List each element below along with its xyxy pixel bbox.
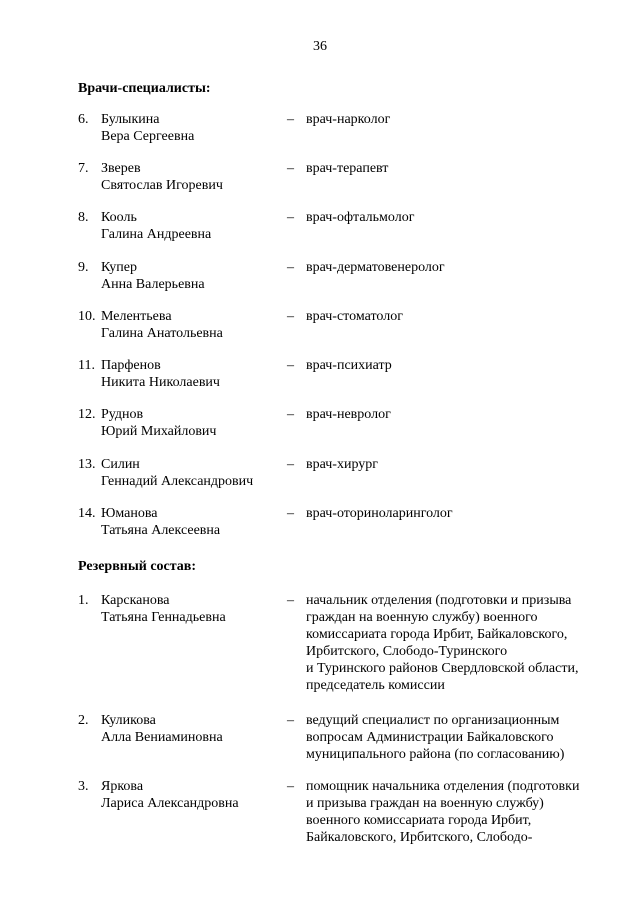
given-names: Геннадий Александрович [101,474,254,489]
position-line: врач-нарколог [306,112,391,127]
item-number: 2. [78,713,89,728]
surname: Зверев [101,161,141,176]
position-description [306,778,606,846]
person-name [101,111,194,145]
given-names: Юрий Михайлович [101,424,217,439]
position-line: начальник отделения (подготовки и призыва [306,593,572,608]
position-description [306,357,606,374]
person-name [101,778,239,812]
item-number: 9. [78,260,89,275]
position-description [306,160,606,177]
given-names: Алла Вениаминовна [101,730,223,745]
position-line: врач-хирург [306,457,379,472]
person-name [101,456,253,490]
item-number: 8. [78,210,89,225]
item-number: 3. [78,779,89,794]
surname: Кооль [101,210,137,225]
position-line: Ирбитского, Слободо-Туринского [306,644,508,659]
person-name [101,357,220,391]
position-line: врач-психиатр [306,358,392,373]
surname: Юманова [101,506,158,521]
position-line: комиссариата города Ирбит, Байкаловского, [306,627,568,642]
dash-separator: – [287,358,294,373]
position-line: врач-стоматолог [306,309,403,324]
position-line: военного комиссариата города Ирбит, [306,813,532,828]
section-heading: Резервный состав: [78,559,197,574]
surname: Парфенов [101,358,161,373]
position-description [306,111,606,128]
position-line: и призыва граждан на военную службу) [306,796,544,811]
dash-separator: – [287,210,294,225]
position-line: помощник начальника отделения (подготовки [306,779,580,794]
person-name [101,406,216,440]
person-name [101,209,211,243]
surname: Яркова [101,779,144,794]
position-description [306,456,606,473]
given-names: Никита Николаевич [101,375,220,390]
position-line: Байкаловского, Ирбитского, Слободо- [306,830,533,845]
dash-separator: – [287,161,294,176]
given-names: Татьяна Геннадьевна [101,610,226,625]
position-description [306,308,606,325]
person-name [101,505,220,539]
position-description [306,406,606,423]
surname: Силин [101,457,140,472]
given-names: Галина Андреевна [101,227,212,242]
dash-separator: – [287,506,294,521]
dash-separator: – [287,407,294,422]
surname: Мелентьева [101,309,172,324]
surname: Купер [101,260,137,275]
person-name [101,592,226,626]
dash-separator: – [287,457,294,472]
given-names: Святослав Игоревич [101,178,223,193]
position-line: ведущий специалист по организационным [306,713,560,728]
dash-separator: – [287,112,294,127]
item-number: 6. [78,112,89,127]
given-names: Вера Сергеевна [101,129,195,144]
position-description [306,712,606,763]
item-number: 12. [78,407,96,422]
position-description [306,259,606,276]
position-line: и Туринского районов Свердловской области, [306,661,579,676]
given-names: Лариса Александровна [101,796,239,811]
item-number: 14. [78,506,96,521]
position-line: муниципального района (по согласованию) [306,747,565,762]
surname: Карсканова [101,593,170,608]
item-number: 1. [78,593,89,608]
given-names: Татьяна Алексеевна [101,523,221,538]
position-line: граждан на военную службу) военного [306,610,538,625]
person-name [101,259,205,293]
position-line: председатель комиссии [306,678,445,693]
dash-separator: – [287,593,294,608]
dash-separator: – [287,779,294,794]
item-number: 13. [78,457,96,472]
position-line: вопросам Администрации Байкаловского [306,730,554,745]
position-line: врач-дерматовенеролог [306,260,445,275]
person-name [101,712,223,746]
surname: Руднов [101,407,144,422]
item-number: 7. [78,161,89,176]
position-description [306,209,606,226]
page-number: 36 [313,39,327,54]
person-name [101,160,223,194]
position-line: врач-оториноларинголог [306,506,453,521]
position-line: врач-офтальмолог [306,210,415,225]
dash-separator: – [287,713,294,728]
person-name [101,308,223,342]
given-names: Галина Анатольевна [101,326,223,341]
position-description [306,592,606,694]
position-line: врач-невролог [306,407,391,422]
given-names: Анна Валерьевна [101,277,205,292]
item-number: 10. [78,309,96,324]
surname: Куликова [101,713,156,728]
section-heading: Врачи-специалисты: [78,81,211,96]
position-line: врач-терапевт [306,161,389,176]
surname: Булыкина [101,112,160,127]
position-description [306,505,606,522]
item-number: 11. [78,358,95,373]
dash-separator: – [287,309,294,324]
dash-separator: – [287,260,294,275]
